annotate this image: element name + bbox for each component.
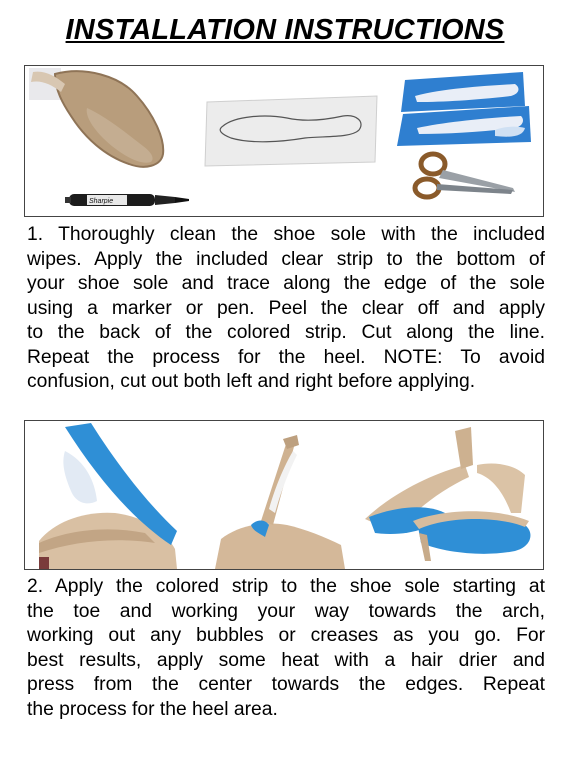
marker-brand-text: Sharpie — [89, 198, 114, 205]
shoe-applying-strip-photo — [39, 423, 177, 569]
step2-photo-panel — [24, 420, 544, 570]
step1-line: your shoe sole and trace along the edge of the sole — [27, 273, 545, 294]
marker-photo — [65, 194, 189, 206]
blue-strips-photo — [397, 72, 531, 146]
page-title: INSTALLATION INSTRUCTIONS — [65, 14, 505, 46]
step2-instructions — [27, 575, 545, 722]
shoe-heel-photo — [215, 435, 345, 569]
step2-line: the toe and working your way towards the arch, — [27, 600, 545, 622]
step2-illustration — [25, 421, 543, 569]
step2-line: best results, apply some heat with a hair drier and — [27, 649, 545, 671]
step1-line: using a marker or pen. Peel the clear off and apply — [27, 297, 545, 319]
step2-line: press from the center towards the edges. Repeat — [27, 674, 545, 695]
step2-line: the process for the heel area. — [27, 698, 278, 720]
step1-photo-panel — [24, 65, 544, 217]
scissors-photo — [415, 154, 515, 197]
step1-line: wipes. Apply the included clear strip to the bottom of — [27, 248, 545, 270]
finished-shoes-photo — [365, 427, 530, 561]
step1-line: to the back of the colored strip. Cut along the line. — [27, 322, 545, 343]
step1-illustration — [25, 66, 543, 216]
step2-line: 2. Apply the colored strip to the shoe sole starting at — [27, 576, 545, 597]
step2-line: working out any bubbles or creases as you go. For — [27, 625, 545, 646]
traced-clear-strip-photo — [205, 96, 377, 166]
step1-line: confusion, cut out both left and right before applying. — [27, 371, 476, 392]
step1-line: 1. Thoroughly clean the shoe sole with the included — [27, 224, 545, 245]
shoe-sole-photo — [29, 68, 163, 167]
step1-instructions — [27, 223, 545, 395]
step1-line: Repeat the process for the heel. NOTE: To avoid — [27, 346, 545, 368]
